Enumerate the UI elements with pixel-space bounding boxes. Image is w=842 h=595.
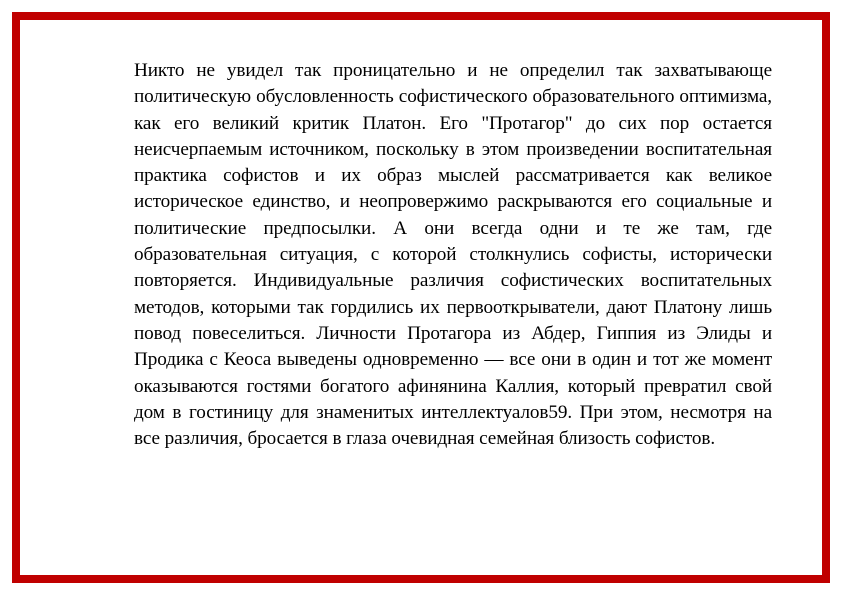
body-paragraph: Никто не увидел так проницательно и не определил так захватывающе политическую обусловленность софистического образовательного оптимизма, как его великий критик Платон. Его "Протагор" до сих пор остается неисчерпаемым источником, поскольку в этом произведении воспитательная практика софистов и их образ мыслей рассматривается как великое историческое единство, и неопровержимо раскрываются его социальные и политические предпосылки. А они всегда одни и те же там, где образовательная ситуация, с которой столкнулись софисты, исторически повторяется. Индивидуальные различия софистических воспитательных методов, которыми так гордились их первооткрыватели, дают Платону лишь повод повеселиться. Личности Протагора из Абдер, Гиппия из Элиды и Продика с Кеоса выведены одновременно — все они в один и тот же момент оказываются гостями богатого афинянина Каллия, который превратил свой дом в гостиницу для знаменитых интеллектуалов59. При этом, несмотря на все различия, бросается в глаза очевидная семейная близость софистов. (134, 60, 772, 450)
